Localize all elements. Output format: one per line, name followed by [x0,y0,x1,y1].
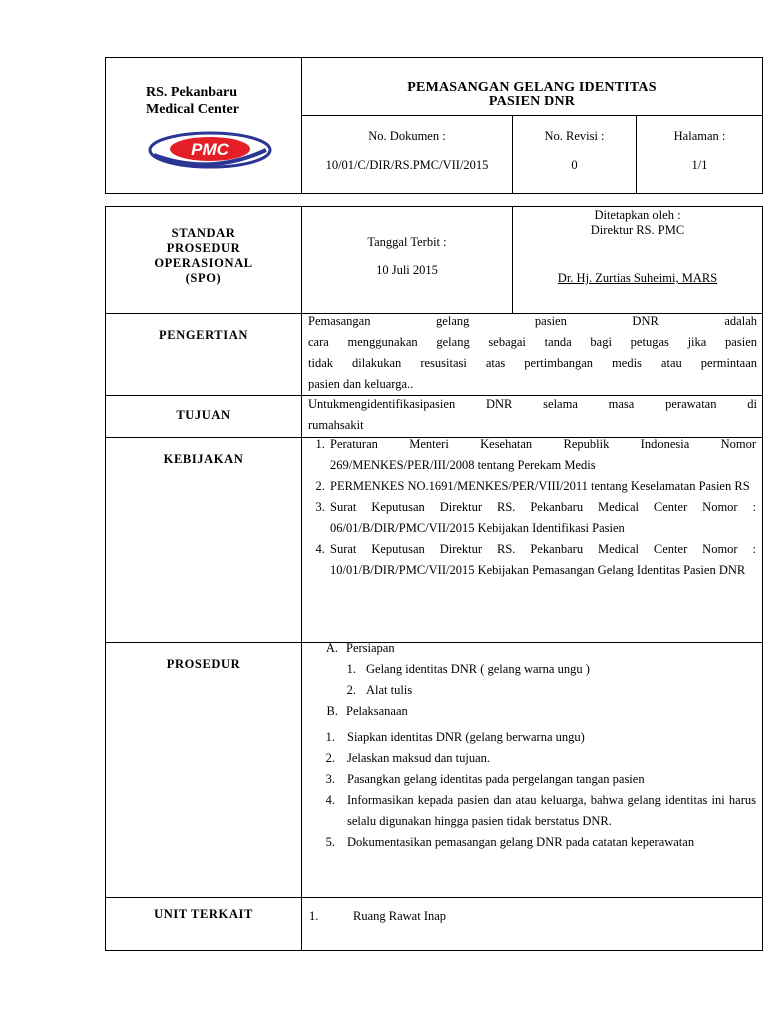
revision-label: No. Revisi : [544,129,605,143]
doc-number-cell [302,116,513,194]
section-a-heading [302,638,762,659]
logo-text: PMC [191,140,229,159]
kebijakan-item: 4. Surat Keputusan Direktur RS. Pekanbaru Medical Center Nomor : 10/01/B/DIR/PMC/VII/2015 Kebijakan Pemasangan Gelang Identitas Pasien DNR [328,539,756,581]
hospital-name-line2: Medical Center [146,102,239,117]
item-number: 2. [346,683,356,697]
document-header [105,57,763,194]
approver-title: Direktur RS. PMC [590,223,685,237]
revision-cell [513,116,637,194]
unit-number: 1. [309,909,319,923]
pengertian-line3: tidak dilakukan resusitasi atas pertimbangan medis atau permintaan [308,356,757,370]
unit-content [302,898,763,951]
tujuan-line2: rumahsakit [308,418,364,432]
document-title [302,58,763,116]
kebijakan-content [302,438,763,643]
issue-date-value: 10 Juli 2015 [376,263,438,277]
prosedur-label-cell [106,643,302,898]
spo-label-line3: OPERASIONAL [154,256,253,270]
section-a-title: Persiapan [346,641,395,655]
kebijakan-label: KEBIJAKAN [163,452,244,466]
pengertian-label: PENGERTIAN [159,328,248,342]
kebijakan-item: 1. Peraturan Menteri Kesehatan Republik Indonesia Nomor 269/MENKES/PER/III/2008 tentang Perekam Medis [328,434,756,476]
prosedur-label: PROSEDUR [166,657,241,671]
list-item [302,790,756,832]
item-number: 1. [325,730,335,744]
unit-label-cell [106,898,302,951]
spo-label-line1: STANDAR [171,226,236,240]
kebijakan-item: 3. Surat Keputusan Direktur RS. Pekanbaru Medical Center Nomor : 06/01/B/DIR/PMC/VII/2015 Kebijakan Identifikasi Pasien [328,497,756,539]
item-number: 5. [325,835,335,849]
item-text: Dokumentasikan pemasangan gelang DNR pada catatan keperawatan [347,835,695,849]
section-a-num: A. [325,641,338,655]
item-number: 1. [346,662,356,676]
tujuan-line1: Untukmengidentifikasipasien DNR selama masa perawatan di [308,397,757,411]
issue-date-label: Tanggal Terbit : [367,235,447,249]
revision-value: 0 [571,158,578,172]
pengertian-line4: pasien dan keluarga.. [308,377,414,391]
item-text: Pasangkan gelang identitas pada pergelangan tangan pasien [347,772,645,786]
title-line1: PEMASANGAN GELANG IDENTITAS [407,80,657,95]
section-b-title: Pelaksanaan [346,704,408,718]
tujuan-label-cell [106,396,302,438]
list-item [302,680,762,701]
list-item [302,748,756,769]
spo-label-line2: PROSEDUR [166,241,241,255]
item-number: 4. [325,793,335,807]
list-item [302,906,762,927]
title-line2: PASIEN DNR [488,94,576,109]
spo-table [105,206,763,951]
list-item [302,769,756,790]
kebijakan-list [302,434,762,581]
unit-text: Ruang Rawat Inap [353,909,447,923]
list-item [302,727,756,748]
spo-label-cell [106,207,302,314]
spo-label-line4: (SPO) [185,271,222,285]
page-value: 1/1 [691,158,708,172]
signatory-name: Dr. Hj. Zurtias Suheimi, MARS [557,271,718,285]
kebijakan-item: 2. PERMENKES NO.1691/MENKES/PER/VIII/2011 tentang Keselamatan Pasien RS [328,476,756,497]
page-cell [637,116,763,194]
hospital-name-line1: RS. Pekanbaru [146,85,238,100]
item-text: Jelaskan maksud dan tujuan. [347,751,491,765]
tujuan-label: TUJUAN [176,408,231,422]
pengertian-label-cell [106,314,302,396]
pengertian-content [302,314,763,396]
item-text: Gelang identitas DNR ( gelang warna ungu ) [366,662,590,676]
list-item [302,659,762,680]
pengertian-line2: cara menggunakan gelang sebagai tanda bagi petugas jika pasien [308,335,757,349]
item-number: 3. [325,772,335,786]
unit-label: UNIT TERKAIT [154,907,253,921]
kebijakan-label-cell [106,438,302,643]
item-number: 2. [325,751,335,765]
approved-by-label: Ditetapkan oleh : [594,208,681,222]
item-text: Siapkan identitas DNR (gelang berwarna ungu) [347,730,585,744]
hospital-cell [106,58,302,194]
page-label: Halaman : [673,129,726,143]
issue-date-cell [302,207,513,314]
item-text: Alat tulis [366,683,413,697]
doc-number-label: No. Dokumen : [368,129,446,143]
list-item [302,832,756,853]
pengertian-line1: Pemasangan gelang pasien DNR adalah [308,314,757,328]
tujuan-content [302,396,763,438]
approval-cell [513,207,763,314]
section-b-heading [302,701,762,722]
doc-number-value: 10/01/C/DIR/RS.PMC/VII/2015 [325,158,489,172]
section-b-num: B. [326,704,338,718]
prosedur-content [302,643,763,898]
pmc-logo [148,130,272,170]
item-text: Informasikan kepada pasien dan atau keluarga, bahwa gelang identitas ini harus selalu digunakan hingga pasien tidak berstatus DNR. [347,793,756,828]
